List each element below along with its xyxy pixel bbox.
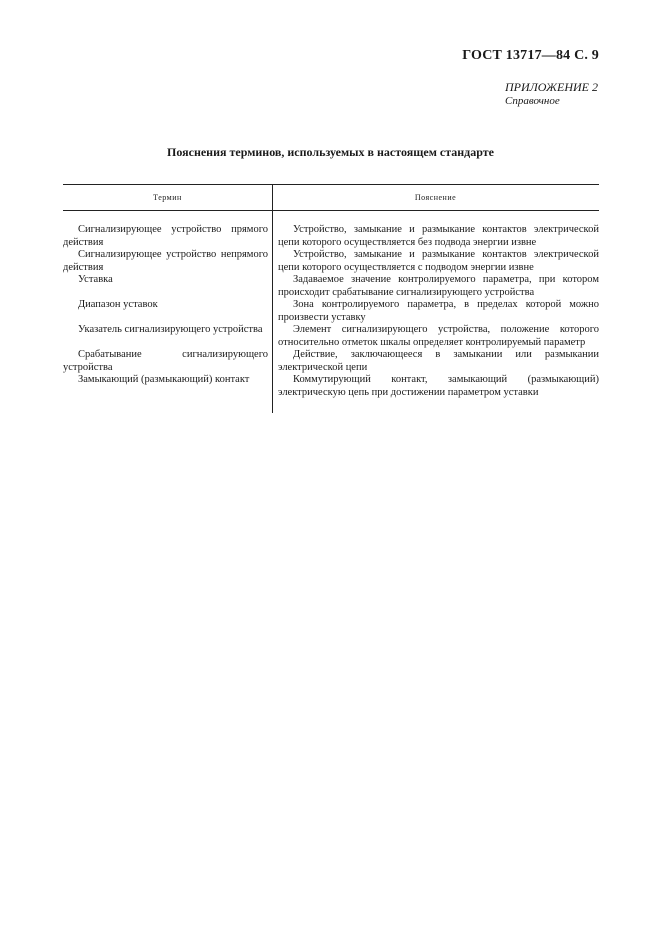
term-cell: Диапазон уставок bbox=[78, 299, 158, 310]
table-row bbox=[63, 324, 599, 349]
page-title: Пояснения терминов, используемых в настоящем стандарте bbox=[167, 145, 494, 159]
explanation-cell: Зона контролируемого параметра, в пределах которой можно произвести уставку bbox=[278, 299, 599, 323]
table-body bbox=[63, 224, 599, 399]
table-row bbox=[63, 349, 599, 374]
appendix-label bbox=[505, 80, 598, 108]
page-header: ГОСТ 13717—84 С. 9 bbox=[462, 48, 599, 63]
explanation-cell: Действие, заключающееся в замыкании или размыкании электрической цепи bbox=[278, 349, 599, 373]
term-cell: Замыкающий (размыкающий) контакт bbox=[78, 374, 250, 385]
appendix-number: ПРИЛОЖЕНИЕ 2 bbox=[505, 80, 598, 94]
explanation-cell: Коммутирующий контакт, замыкающий (размыкающий) электрическую цепь при достижении параметром уставки bbox=[278, 374, 599, 398]
table-row bbox=[63, 299, 599, 324]
table-row bbox=[63, 374, 599, 399]
table-header-rule bbox=[63, 210, 599, 211]
column-header-term: Термин bbox=[153, 193, 182, 202]
table-top-rule bbox=[63, 184, 599, 185]
explanation-cell: Устройство, замыкание и размыкание контактов электрической цепи которого осуществляется без подвода энергии извне bbox=[278, 224, 599, 248]
explanation-cell: Задаваемое значение контролируемого параметра, при котором происходит срабатывание сигнализирующего устройства bbox=[278, 274, 599, 298]
term-cell: Срабатывание сигнализирующего устройства bbox=[63, 349, 268, 373]
term-cell: Сигнализирующее устройство непрямого действия bbox=[63, 249, 268, 273]
appendix-type: Справочное bbox=[505, 95, 560, 107]
table-row bbox=[63, 224, 599, 249]
column-header-explanation: Пояснение bbox=[414, 193, 457, 202]
term-cell: Сигнализирующее устройство прямого действия bbox=[63, 224, 268, 248]
table-row bbox=[63, 249, 599, 274]
term-cell: Указатель сигнализирующего устройства bbox=[78, 324, 263, 335]
explanation-cell: Устройство, замыкание и размыкание контактов электрической цепи которого осуществляется с подводом энергии извне bbox=[278, 249, 599, 273]
table-row bbox=[63, 274, 599, 299]
explanation-cell: Элемент сигнализирующего устройства, положение которого относительно отметок шкалы определяет контролируемый параметр bbox=[278, 324, 599, 348]
term-cell: Уставка bbox=[78, 274, 113, 285]
